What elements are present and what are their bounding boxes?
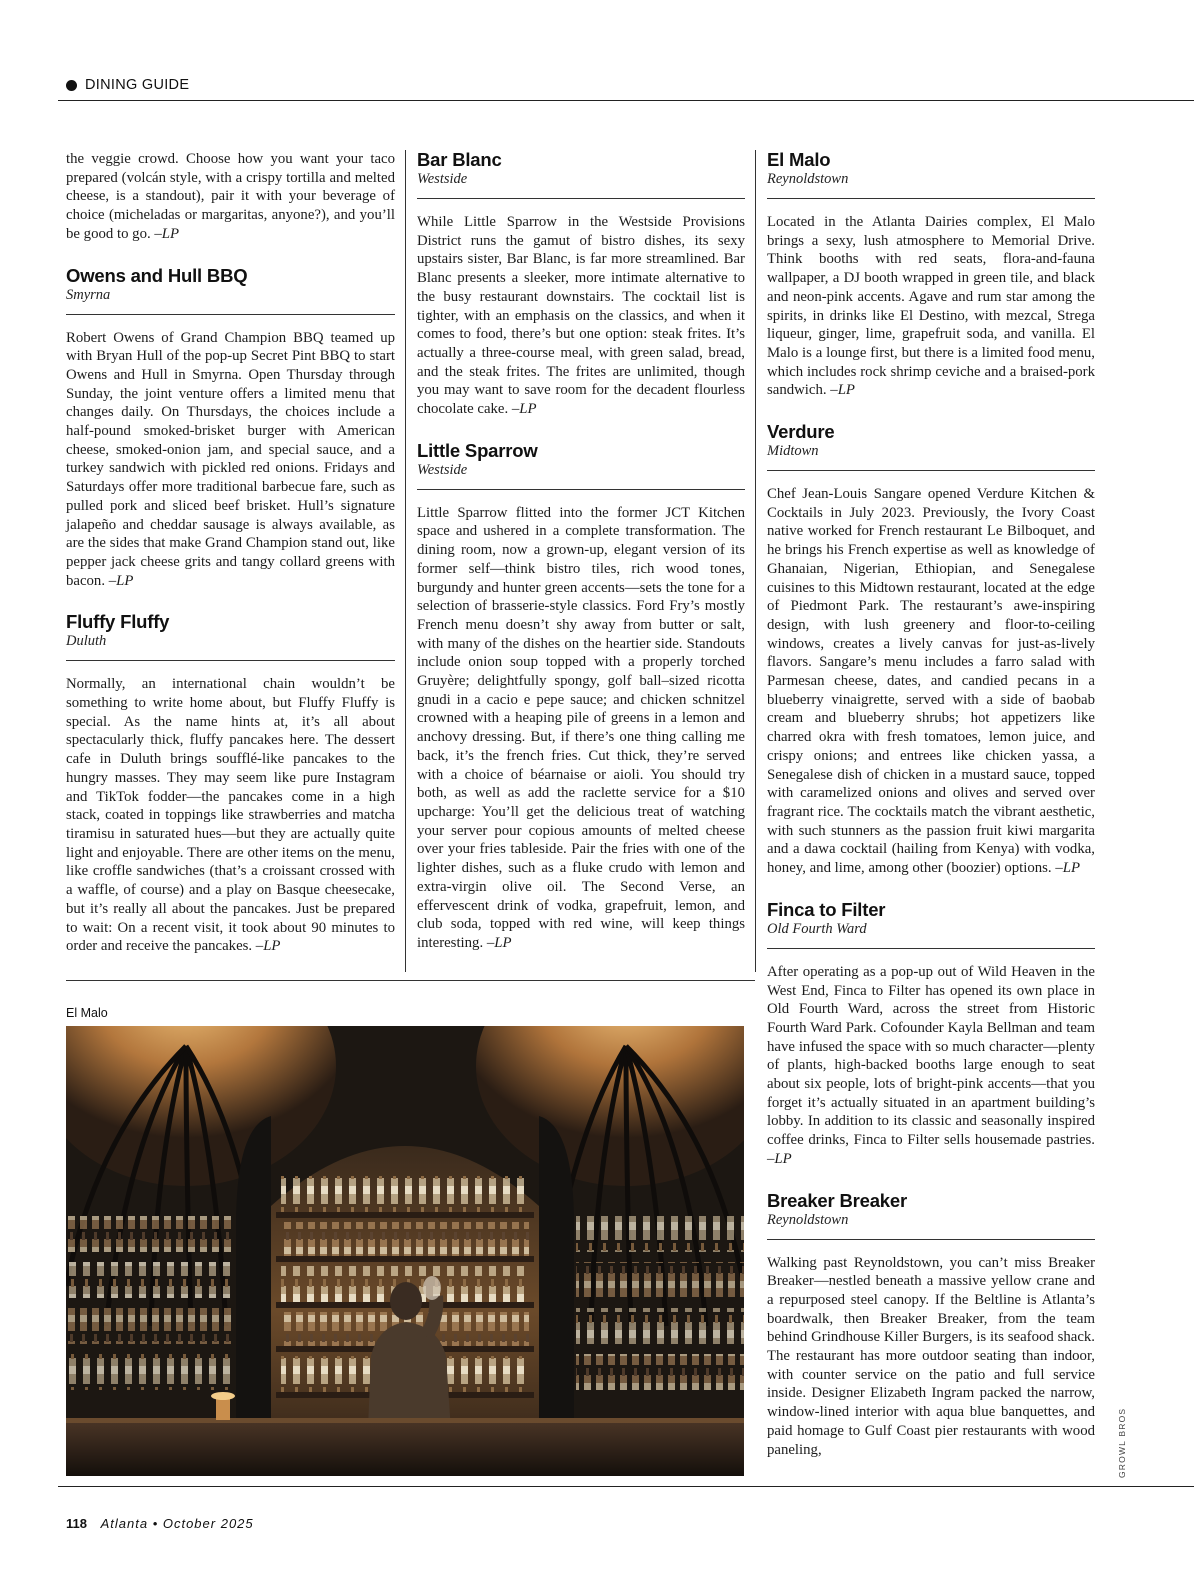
author-signature: –LP xyxy=(255,938,281,955)
restaurant-entry xyxy=(767,900,1095,1169)
section-header xyxy=(66,74,189,96)
restaurant-entry xyxy=(66,266,395,591)
column-2 xyxy=(417,150,745,975)
author-signature: –LP xyxy=(154,225,180,242)
page-footer xyxy=(66,1516,254,1531)
publication-info: Atlanta • October 2025 xyxy=(100,1516,254,1531)
restaurant-name: Verdure xyxy=(767,421,835,443)
restaurant-location: Reynoldstown xyxy=(767,170,1095,199)
author-signature: –LP xyxy=(767,1150,792,1167)
restaurant-location: Smyrna xyxy=(66,286,395,315)
restaurant-name: El Malo xyxy=(767,149,831,170)
restaurant-entry xyxy=(417,441,745,953)
photo-credit: GROWL BROS xyxy=(1117,1407,1127,1478)
entry-text: After operating as a pop-up out of Wild Heaven in the West End, Finca to Filter has opened its own place in Old Fourth Ward, across the street from Historic Fourth Ward Park. Cofounder Kayla Bellman and team have infused the space with so much character—plenty of plants, high-backed booths large enough to seat about six people, lots of bright-pink accents—that you forget it’s actually situated in an apartment building’s lobby. In addition to its classic and seasonally inspired coffee drinks, Finca to Filter sells housemade pastries. –LP xyxy=(767,963,1095,1167)
bullet-dot-icon xyxy=(66,80,77,91)
restaurant-name: Breaker Breaker xyxy=(767,1189,907,1211)
restaurant-location: Midtown xyxy=(767,442,1095,471)
entry-text: Walking past Reynoldstown, you can’t miss Breaker Breaker—nestled beneath a massive yellow crane and a repurposed steel canopy. If the Beltline is Atlanta’s boardwalk, then Breaker Breaker, from the team behind Grindhouse Killer Burgers, is its seafood shack. The restaurant has more outdoor seating than indoor, with counter service on the patio and full service inside. Designer Elizabeth Ingram packed the narrow, window-lined interior with aqua blue banquettes, and paid homage to Gulf Coast pier restaurants with wood paneling, xyxy=(767,1254,1095,1458)
restaurant-name: Bar Blanc xyxy=(417,149,502,170)
author-signature: –LP xyxy=(830,382,855,399)
el-malo-bar-photo xyxy=(66,1026,744,1476)
author-signature: –LP xyxy=(1055,860,1081,877)
photo-caption: El Malo xyxy=(66,1006,108,1020)
photo-divider xyxy=(66,980,755,981)
entry-text: While Little Sparrow in the Westside Provisions District runs the gamut of bistro dishes, its sexy upstairs sister, Bar Blanc, is far more streamlined. Bar Blanc presents a sleeker, more intimate alternative to the busy restaurant downstairs. The cocktail list is tighter, with an emphasis on the classics, and when it comes to food, there’s but one option: steak frites. It’s actually a three-course meal, with green salad, bread, and the steak frites. The frites are unlimited, though you may want to save room for the decadent flourless chocolate cake. –LP xyxy=(417,214,745,418)
restaurant-entry xyxy=(417,150,745,419)
top-divider xyxy=(58,100,1194,101)
entry-text: the veggie crowd. Choose how you want your taco prepared (volcán style, with a crispy tortilla and melted cheese, is a standout), pair it with your beverage of choice (micheladas or margaritas, anyone?), and you’ll be good to go. –LP xyxy=(66,151,395,242)
continued-entry xyxy=(66,150,395,244)
bar-interior-illustration xyxy=(66,1026,744,1476)
entry-text: Located in the Atlanta Dairies complex, El Malo brings a sexy, lush atmosphere to Memorial Drive. Think booths with red seats, flora-and-fauna wallpaper, a DJ booth wrapped in green tile, and black and neon-pink accents. Agave and rum star among the spirits, in drinks like El Destino, with mezcal, Strega liqueur, ginger, lime, grapefruit soda, and vanilla. El Malo is a lounge first, but there is a limited food menu, which includes rock shrimp ceviche and a braised-pork sandwich. –LP xyxy=(767,214,1095,399)
column-divider xyxy=(405,150,406,972)
entry-text: Little Sparrow flitted into the former JCT Kitchen space and ushered in a complete transformation. The dining room, now a grown-up, elegant version of its former self—think bistro tiles, rich wood tones, burgundy and hunter green accents—sets the tone for a selection of brasserie-style classics. Ford Fry’s mostly French menu doesn’t shy away from butter or salt, with many of the dishes on the heartier side. Standouts include onion soup topped with a properly torched Gruyère; delightfully spongy, golf ball–sized ricotta gnudi in a cacio e pepe sauce; and chicken schnitzel crowned with a heaping pile of greens in a lemon and anchovy dressing. But, if there’s one thing calling me back, it’s the french fries. Cut thick, they’re served with a choice of béarnaise or aioli. You should try both, as well as add the raclette service for a $10 upcharge: You’ll get the delicious treat of watching your server pour copious amounts of melted cheese over your fries tableside. Pair the fries with one of the lighter dishes, such as a fluke crudo with lemon and extra-virgin olive oil. The Second Verse, an effervescent drink of vodka, grapefruit, lemon, and club soda, topped with red wine, will keep things interesting. –LP xyxy=(417,504,745,951)
restaurant-name: Finca to Filter xyxy=(767,898,886,920)
restaurant-location: Old Fourth Ward xyxy=(767,920,1095,949)
bottom-divider xyxy=(58,1486,1194,1487)
page-number: 118 xyxy=(66,1516,87,1531)
restaurant-entry xyxy=(767,150,1095,400)
author-signature: –LP xyxy=(486,934,512,951)
column-3 xyxy=(767,150,1095,1481)
entry-text: Robert Owens of Grand Champion BBQ teamed up with Bryan Hull of the pop-up Secret Pint BBQ to start Owens and Hull in Smyrna. Open Thursday through Sunday, the joint venture offers a limited menu that changes daily. On Thursdays, the choices include a half-pound smoked-brisket burger with American cheese, smoked-onion jam, and special sauce, and a turkey sandwich with pickled red onions. Fridays and Saturdays offer more traditional barbecue fare, such as pulled pork and sliced beef brisket. Hull’s signature jalapeño and cheddar sausage is always available, as are the sides that make Grand Champion stand out, like pepper jack cheese grits and tangy collard greens with bacon. –LP xyxy=(66,329,395,589)
restaurant-entry xyxy=(767,1191,1095,1460)
column-1 xyxy=(66,150,395,978)
restaurant-location: Reynoldstown xyxy=(767,1211,1095,1240)
entry-text: Chef Jean-Louis Sangare opened Verdure Kitchen & Cocktails in July 2023. Previously, the Ivory Coast native worked for French restaurant Le Bilboquet, and he brings his French expertise as well as knowledge of Ghanaian, Nigerian, Ethiopian, and Senegalese cuisines to this Midtown restaurant, located at the edge of Piedmont Park. The restaurant’s awe-inspiring design, with lush greenery and floor-to-ceiling windows, creates a lively canvas for just-as-lively flavors. Sangare’s menu includes a farro salad with Parmesan cheese, dates, and candied pecans in a blueberry vinaigrette, served with a side of baobab cream and blueberry shrubs; hot appetizers like charred okra with fresh tomatoes, lemon juice, and crispy onions; and entrees like chicken yassa, a Senegalese dish of chicken in a mustard sauce, topped with caramelized onions and olives and served over fragrant rice. The cocktails match the vibrant aesthetic, with such stunners as the passion fruit kiwi margarita and a dawa cocktail (hailing from Kenya) with vodka, honey, and lime, among other (boozier) options. –LP xyxy=(767,486,1095,877)
restaurant-entry xyxy=(66,612,395,956)
restaurant-location: Westside xyxy=(417,461,745,490)
restaurant-entry xyxy=(767,422,1095,878)
section-title: DINING GUIDE xyxy=(85,77,190,93)
restaurant-name: Owens and Hull BBQ xyxy=(66,264,248,286)
column-divider xyxy=(755,150,756,972)
restaurant-location: Duluth xyxy=(66,632,395,661)
author-signature: –LP xyxy=(511,401,537,418)
author-signature: –LP xyxy=(108,572,134,589)
restaurant-name: Fluffy Fluffy xyxy=(66,611,170,633)
restaurant-name: Little Sparrow xyxy=(417,439,538,461)
entry-text: Normally, an international chain wouldn’t be something to write home about, but Fluffy Fluffy is special. As the name hints at, it’s all about spectacularly thick, fluffy pancakes here. The dessert cafe in Duluth brings soufflé-like pancakes to the hungry masses. They may seem like pure Instagram and TikTok fodder—the pancakes come in a high stack, coated in toppings like strawberries and matcha tiramisu in saturated hues—but they are actually quite light and enjoyable. There are other items on the menu, like croffle sandwiches (that’s a croissant crossed with a waffle, of course) and a play on Basque cheesecake, but it’s really all about the pancakes. Just be prepared to wait: On a recent visit, it took about 90 minutes to order and receive the pancakes. –LP xyxy=(66,676,395,955)
restaurant-location: Westside xyxy=(417,170,745,199)
